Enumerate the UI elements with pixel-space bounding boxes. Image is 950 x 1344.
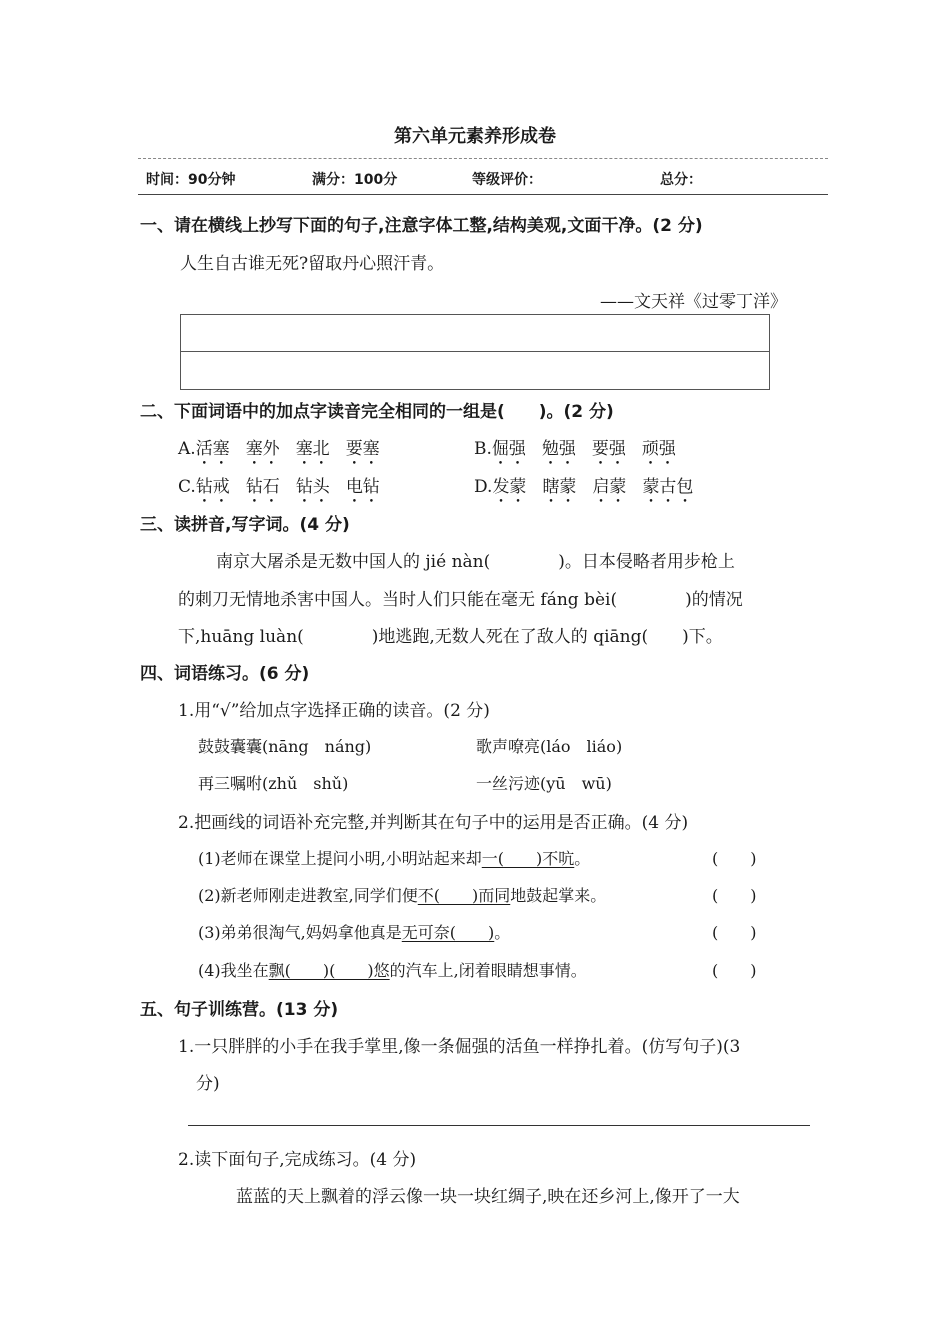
option-c-word: 钻石 bbox=[245, 477, 280, 497]
option-b-word: 要强 bbox=[591, 439, 626, 459]
option-c-word: 钻头 bbox=[295, 477, 330, 497]
option-c bbox=[178, 472, 380, 507]
idiom-blank[interactable]: 飘( )( )悠 bbox=[268, 961, 390, 980]
option-b-word: 倔强 bbox=[491, 439, 526, 459]
reading-item: 歌声嘹亮(láo liáo) bbox=[476, 737, 623, 756]
option-d-word: 启蒙 bbox=[592, 477, 627, 497]
idiom-sentence bbox=[198, 846, 590, 869]
judge-bracket[interactable]: ( ) bbox=[712, 923, 757, 942]
idiom-blank[interactable]: 不( )而同 bbox=[417, 886, 511, 905]
idiom-sentence-text: (1)老师在课堂上提问小明,小明站起来却 bbox=[198, 849, 482, 868]
time-label: 时间：90分钟 bbox=[146, 172, 236, 188]
total-label: 总分： bbox=[660, 172, 702, 188]
section-1-heading: 一、请在横线上抄写下面的句子,注意字体工整,结构美观,文面干净。(2 分) bbox=[140, 216, 703, 236]
reading-item: 再三嘱咐(zhǔ shǔ) bbox=[198, 774, 349, 793]
option-a-word: 要塞 bbox=[345, 439, 380, 459]
reading-item: 鼓鼓囊囊(nāng náng) bbox=[198, 737, 372, 756]
reading-item: 一丝污迹(yū wū) bbox=[476, 774, 612, 793]
reading-passage: 蓝蓝的天上飘着的浮云像一块一块红绸子,映在还乡河上,像开了一大 bbox=[236, 1187, 740, 1207]
option-b-word: 勉强 bbox=[541, 439, 576, 459]
copy-writing-box[interactable] bbox=[180, 314, 770, 390]
option-a-word: 塞北 bbox=[295, 439, 330, 459]
option-d-word: 瞎蒙 bbox=[542, 477, 577, 497]
idiom-sentence-text: (2)新老师刚走进教室,同学们便 bbox=[198, 886, 418, 905]
pinyin-passage-line: 的刺刀无情地杀害中国人。当时人们只能在毫无 fáng bèi( )的情况 bbox=[178, 590, 743, 610]
option-c-label: C. bbox=[178, 477, 196, 497]
option-d-word: 蒙古包 bbox=[642, 477, 694, 497]
judge-bracket[interactable]: ( ) bbox=[712, 961, 757, 980]
idiom-blank[interactable]: 无可奈( ) bbox=[401, 923, 495, 942]
question-5-1: 1.一只胖胖的小手在我手掌里,像一条倔强的活鱼一样挣扎着。(仿写句子)(3 bbox=[178, 1037, 741, 1057]
dashed-divider bbox=[138, 158, 828, 159]
idiom-sentence-text: (3)弟弟很淘气,妈妈拿他真是 bbox=[198, 923, 402, 942]
copy-sentence: 人生自古谁无死?留取丹心照汗青。 bbox=[180, 254, 445, 274]
option-a bbox=[178, 434, 380, 469]
section-3-heading: 三、读拼音,写字词。(4 分) bbox=[140, 515, 350, 535]
idiom-sentence bbox=[198, 883, 606, 906]
grade-label: 等级评价： bbox=[472, 172, 542, 188]
option-a-label: A. bbox=[178, 439, 196, 459]
section-2-heading: 二、下面词语中的加点字读音完全相同的一组是( )。(2 分) bbox=[140, 402, 614, 422]
option-c-word: 电钻 bbox=[345, 477, 380, 497]
option-b bbox=[474, 434, 676, 469]
idiom-sentence-text: 地鼓起掌来。 bbox=[510, 886, 607, 905]
idiom-sentence-text: (4)我坐在 bbox=[198, 961, 269, 980]
judge-bracket[interactable]: ( ) bbox=[712, 886, 757, 905]
option-b-word: 顽强 bbox=[641, 439, 676, 459]
page-title: 第六单元素养形成卷 bbox=[394, 126, 556, 147]
pinyin-passage-line: 下,huāng luàn( )地逃跑,无数人死在了敌人的 qiāng( )下。 bbox=[178, 627, 723, 647]
sentence-source: ——文天祥《过零丁洋》 bbox=[600, 292, 787, 312]
writing-box-divider bbox=[181, 351, 769, 352]
judge-bracket[interactable]: ( ) bbox=[712, 849, 757, 868]
option-d-label: D. bbox=[474, 477, 493, 497]
option-d bbox=[474, 472, 693, 507]
section-4-heading: 四、词语练习。(6 分) bbox=[140, 664, 310, 684]
idiom-sentence-text: 。 bbox=[494, 923, 511, 942]
idiom-sentence bbox=[198, 920, 510, 943]
idiom-sentence bbox=[198, 958, 587, 981]
answer-line[interactable] bbox=[188, 1125, 810, 1126]
question-5-1-cont: 分) bbox=[196, 1074, 220, 1094]
question-4-1: 1.用“√”给加点字选择正确的读音。(2 分) bbox=[178, 701, 490, 721]
option-c-word: 钻戒 bbox=[195, 477, 230, 497]
idiom-sentence-text: 的汽车上,闭着眼睛想事情。 bbox=[389, 961, 587, 980]
pinyin-passage-line: 南京大屠杀是无数中国人的 jié nàn( )。日本侵略者用步枪上 bbox=[216, 552, 735, 572]
section-5-heading: 五、句子训练营。(13 分) bbox=[140, 1000, 339, 1020]
option-a-word: 活塞 bbox=[195, 439, 230, 459]
option-d-word: 发蒙 bbox=[492, 477, 527, 497]
header-rule bbox=[138, 194, 828, 195]
idiom-sentence-text: 。 bbox=[574, 849, 591, 868]
option-b-label: B. bbox=[474, 439, 492, 459]
question-5-2: 2.读下面句子,完成练习。(4 分) bbox=[178, 1150, 417, 1170]
question-4-2: 2.把画线的词语补充完整,并判断其在句子中的运用是否正确。(4 分) bbox=[178, 813, 689, 833]
idiom-blank[interactable]: 一( )不吭 bbox=[481, 849, 575, 868]
option-a-word: 塞外 bbox=[245, 439, 280, 459]
full-score-label: 满分：100分 bbox=[312, 172, 398, 188]
